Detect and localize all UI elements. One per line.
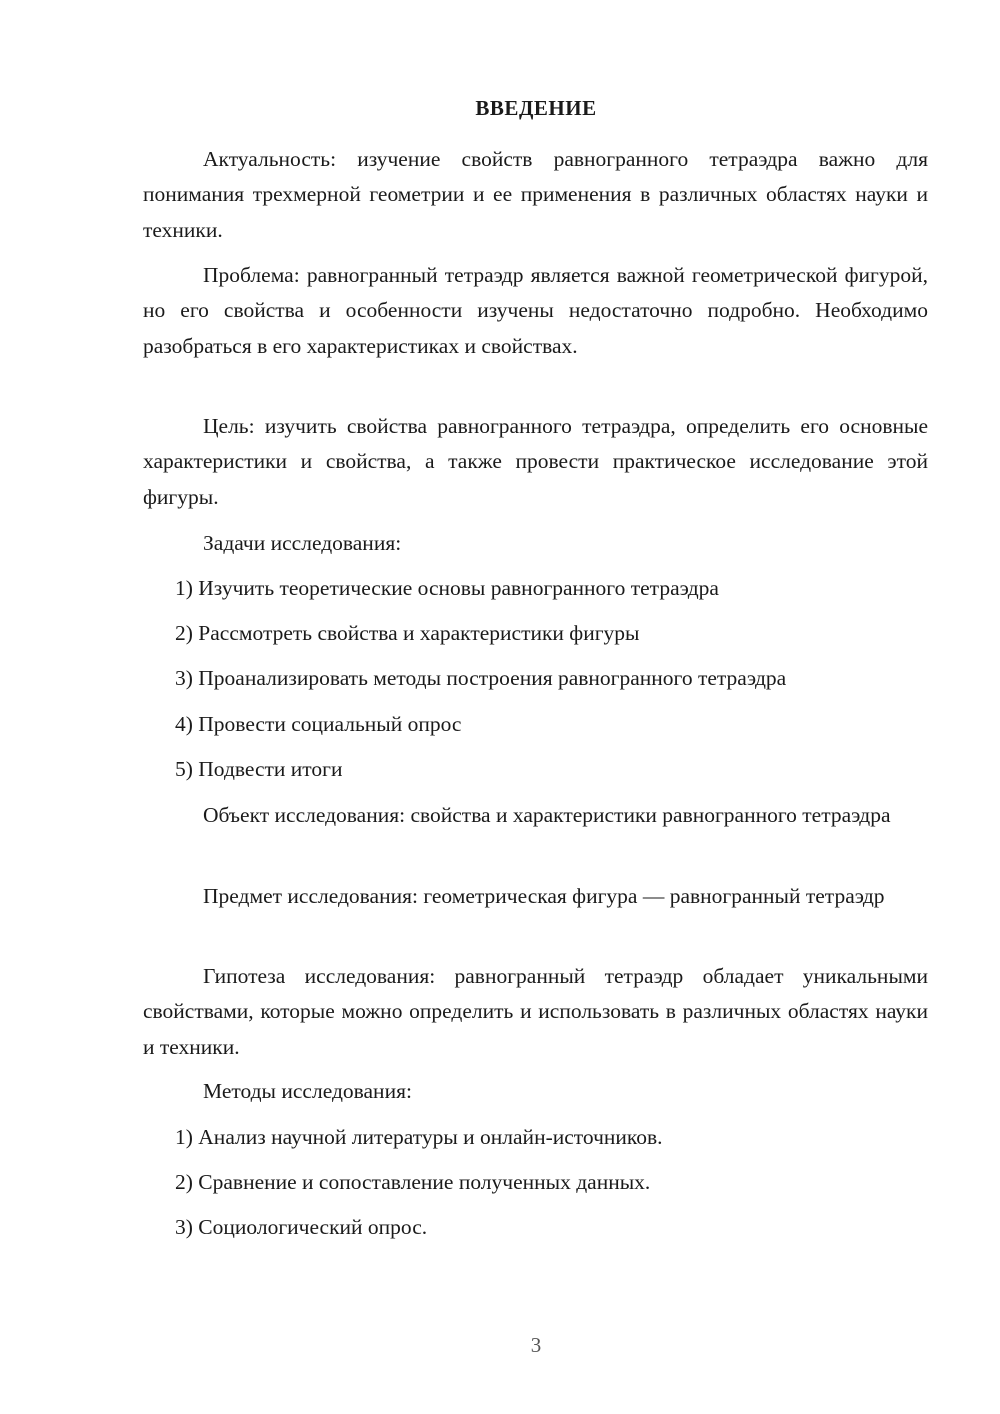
task-item: 2) Рассмотреть свойства и характеристики фигуры [175,621,640,645]
object-paragraph-block [143,798,928,833]
relevance-paragraph: Актуальность: изучение свойств равногранного тетраэдра важно для понимания трехмерной геометрии и ее применения в различных областях науки и техники. [143,147,928,242]
subject-paragraph-block [143,879,928,914]
problem-paragraph-block [143,258,928,364]
task-item: 1) Изучить теоретические основы равногранного тетраэдра [175,576,719,600]
tasks-title: Задачи исследования: [203,531,402,555]
relevance-paragraph-block [143,142,928,248]
page-number: 3 [530,1333,542,1357]
task-item: 5) Подвести итоги [175,757,343,781]
subject-paragraph: Предмет исследования: геометрическая фигура — равногранный тетраэдр [203,884,885,908]
method-item: 3) Социологический опрос. [175,1215,428,1239]
methods-title-block [143,1074,928,1109]
problem-paragraph: Проблема: равногранный тетраэдр является важной геометрической фигурой, но его свойства и особенности изучены недостаточно подробно. Необходимо разобраться в его характеристиках и свойствах. [143,263,928,358]
task-item: 3) Проанализировать методы построения равногранного тетраэдра [175,666,787,690]
goal-paragraph: Цель: изучить свойства равногранного тетраэдра, определить его основные характеристики и свойства, а также провести практическое исследование этой фигуры. [143,414,928,509]
method-item: 2) Сравнение и сопоставление полученных данных. [175,1170,651,1194]
hypothesis-paragraph: Гипотеза исследования: равногранный тетраэдр обладает уникальными свойствами, которые можно определить и использовать в различных областях науки и техники. [143,964,928,1059]
tasks-title-block [143,526,928,561]
method-item: 1) Анализ научной литературы и онлайн-источников. [175,1125,663,1149]
hypothesis-paragraph-block [143,959,928,1065]
section-heading: ВВЕДЕНИЕ [475,96,597,120]
methods-title: Методы исследования: [203,1079,412,1103]
goal-paragraph-block [143,409,928,515]
task-item: 4) Провести социальный опрос [175,712,462,736]
object-paragraph: Объект исследования: свойства и характеристики равногранного тетраэдра [203,803,891,827]
